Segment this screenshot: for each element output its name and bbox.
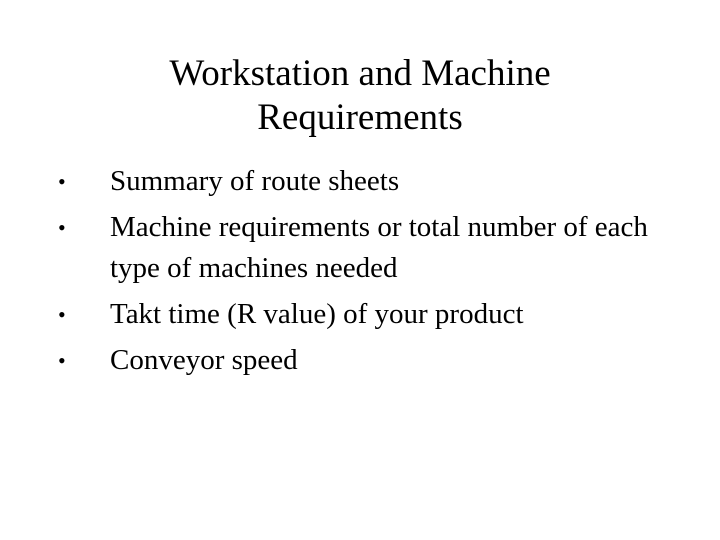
slide-title xyxy=(60,52,660,140)
bullet-item xyxy=(0,294,720,335)
title-line-1: Workstation and Machine xyxy=(169,53,551,94)
bullet-item xyxy=(0,161,720,202)
bullet-text: Takt time (R value) of your product xyxy=(110,298,524,330)
title-line-2: Requirements xyxy=(257,97,463,138)
bullet-list xyxy=(0,161,720,386)
bullet-text: Summary of route sheets xyxy=(110,165,400,197)
bullet-text: Machine requirements or total number of each type of machines needed xyxy=(110,211,648,284)
bullet-text: Conveyor speed xyxy=(110,344,298,376)
bullet-dot-icon: • xyxy=(58,169,66,194)
bullet-dot-icon: • xyxy=(58,348,66,373)
bullet-item xyxy=(0,207,720,289)
bullet-item xyxy=(0,340,720,381)
bullet-dot-icon: • xyxy=(58,215,66,240)
bullet-dot-icon: • xyxy=(58,302,66,327)
